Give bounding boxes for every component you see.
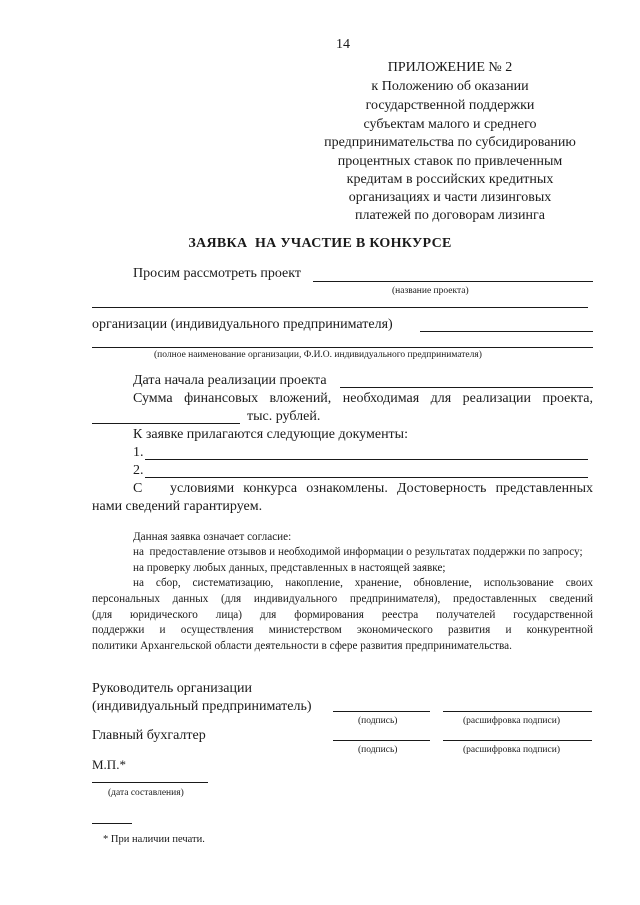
page-number: 14 [336,37,350,52]
document-item-field[interactable] [145,477,588,478]
consent-item-continued: персональных данных (для индивидуального предпринимателя), предоставленных сведений [92,593,593,605]
appendix-line: процентных ставок по привлеченным [337,154,563,169]
consent-item: на сбор, систематизацию, накопление, хранение, обновление, использование своих [133,577,593,589]
stamp-place: М.П.* [92,757,126,772]
appendix-line: государственной поддержки [365,98,535,113]
appendix-line: организациях и части лизинговых [348,190,552,205]
start-date-label: Дата начала реализации проекта [133,373,327,388]
consent-intro: Данная заявка означает согласие: [133,531,292,543]
consent-item: на предоставление отзывов и необходимой информации о результатах поддержки по запросу; [133,546,583,558]
project-label: Просим рассмотреть проект [133,266,301,281]
accountant-label: Главный бухгалтер [92,728,206,743]
appendix-line: к Положению об оказании [371,79,529,94]
project-caption: (название проекта) [392,286,469,296]
organization-name-field-continued[interactable] [92,347,593,348]
footnote-separator [92,823,132,824]
start-date-field[interactable] [340,387,593,388]
decoding-caption: (расшифровка подписи) [463,716,560,726]
signature-caption: (подпись) [358,716,398,726]
decoding-caption: (расшифровка подписи) [463,745,560,755]
head-title-line: (индивидуальный предприниматель) [92,699,312,714]
investment-line: Сумма финансовых вложений, необходимая для реализации проекта, [133,391,593,406]
document-item-number: 2. [133,463,144,478]
documents-label: К заявке прилагаются следующие документы: [133,427,408,442]
organization-caption: (полное наименование организации, Ф.И.О. индивидуального предпринимателя) [154,350,482,360]
organization-name-field[interactable] [420,331,593,332]
project-name-field[interactable] [313,281,593,282]
appendix-line: платежей по договорам лизинга [355,208,545,223]
footnote: * При наличии печати. [103,834,205,845]
appendix-title: ПРИЛОЖЕНИЕ № 2 [387,60,513,75]
accountant-signature-decoding-field[interactable] [443,740,592,741]
appendix-line: субъектам малого и среднего [363,117,537,132]
document-item-number: 1. [133,445,144,460]
head-title-line: Руководитель организации [92,681,252,696]
acknowledgement-line: нами сведений гарантируем. [92,499,263,514]
consent-item-continued: политики Архангельской области деятельности в сфере развития предпринимательства. [92,640,512,652]
date-field[interactable] [92,782,208,783]
appendix-line: кредитам в российских кредитных [346,172,554,187]
appendix-line: предпринимательства по субсидированию [324,135,576,150]
date-caption: (дата составления) [108,788,184,798]
document-item-field[interactable] [145,459,588,460]
project-name-field-continued[interactable] [92,307,588,308]
investment-unit: тыс. рублей. [247,409,321,424]
head-signature-field[interactable] [333,711,430,712]
form-title: ЗАЯВКА НА УЧАСТИЕ В КОНКУРСЕ [188,236,452,251]
investment-amount-field[interactable] [92,423,240,424]
consent-item-continued: поддержки и осуществления министерством экономического развития и конкурентной [92,624,593,636]
organization-label: организации (индивидуального предпринимателя) [92,317,393,332]
head-signature-decoding-field[interactable] [443,711,592,712]
consent-item-continued: (для юридического лица) для формирования реестра получателей государственной [92,609,593,621]
accountant-signature-field[interactable] [333,740,430,741]
signature-caption: (подпись) [358,745,398,755]
acknowledgement-line: С условиями конкурса ознакомлены. Достоверность представленных [133,481,593,496]
consent-item: на проверку любых данных, представленных в настоящей заявке; [133,562,446,574]
